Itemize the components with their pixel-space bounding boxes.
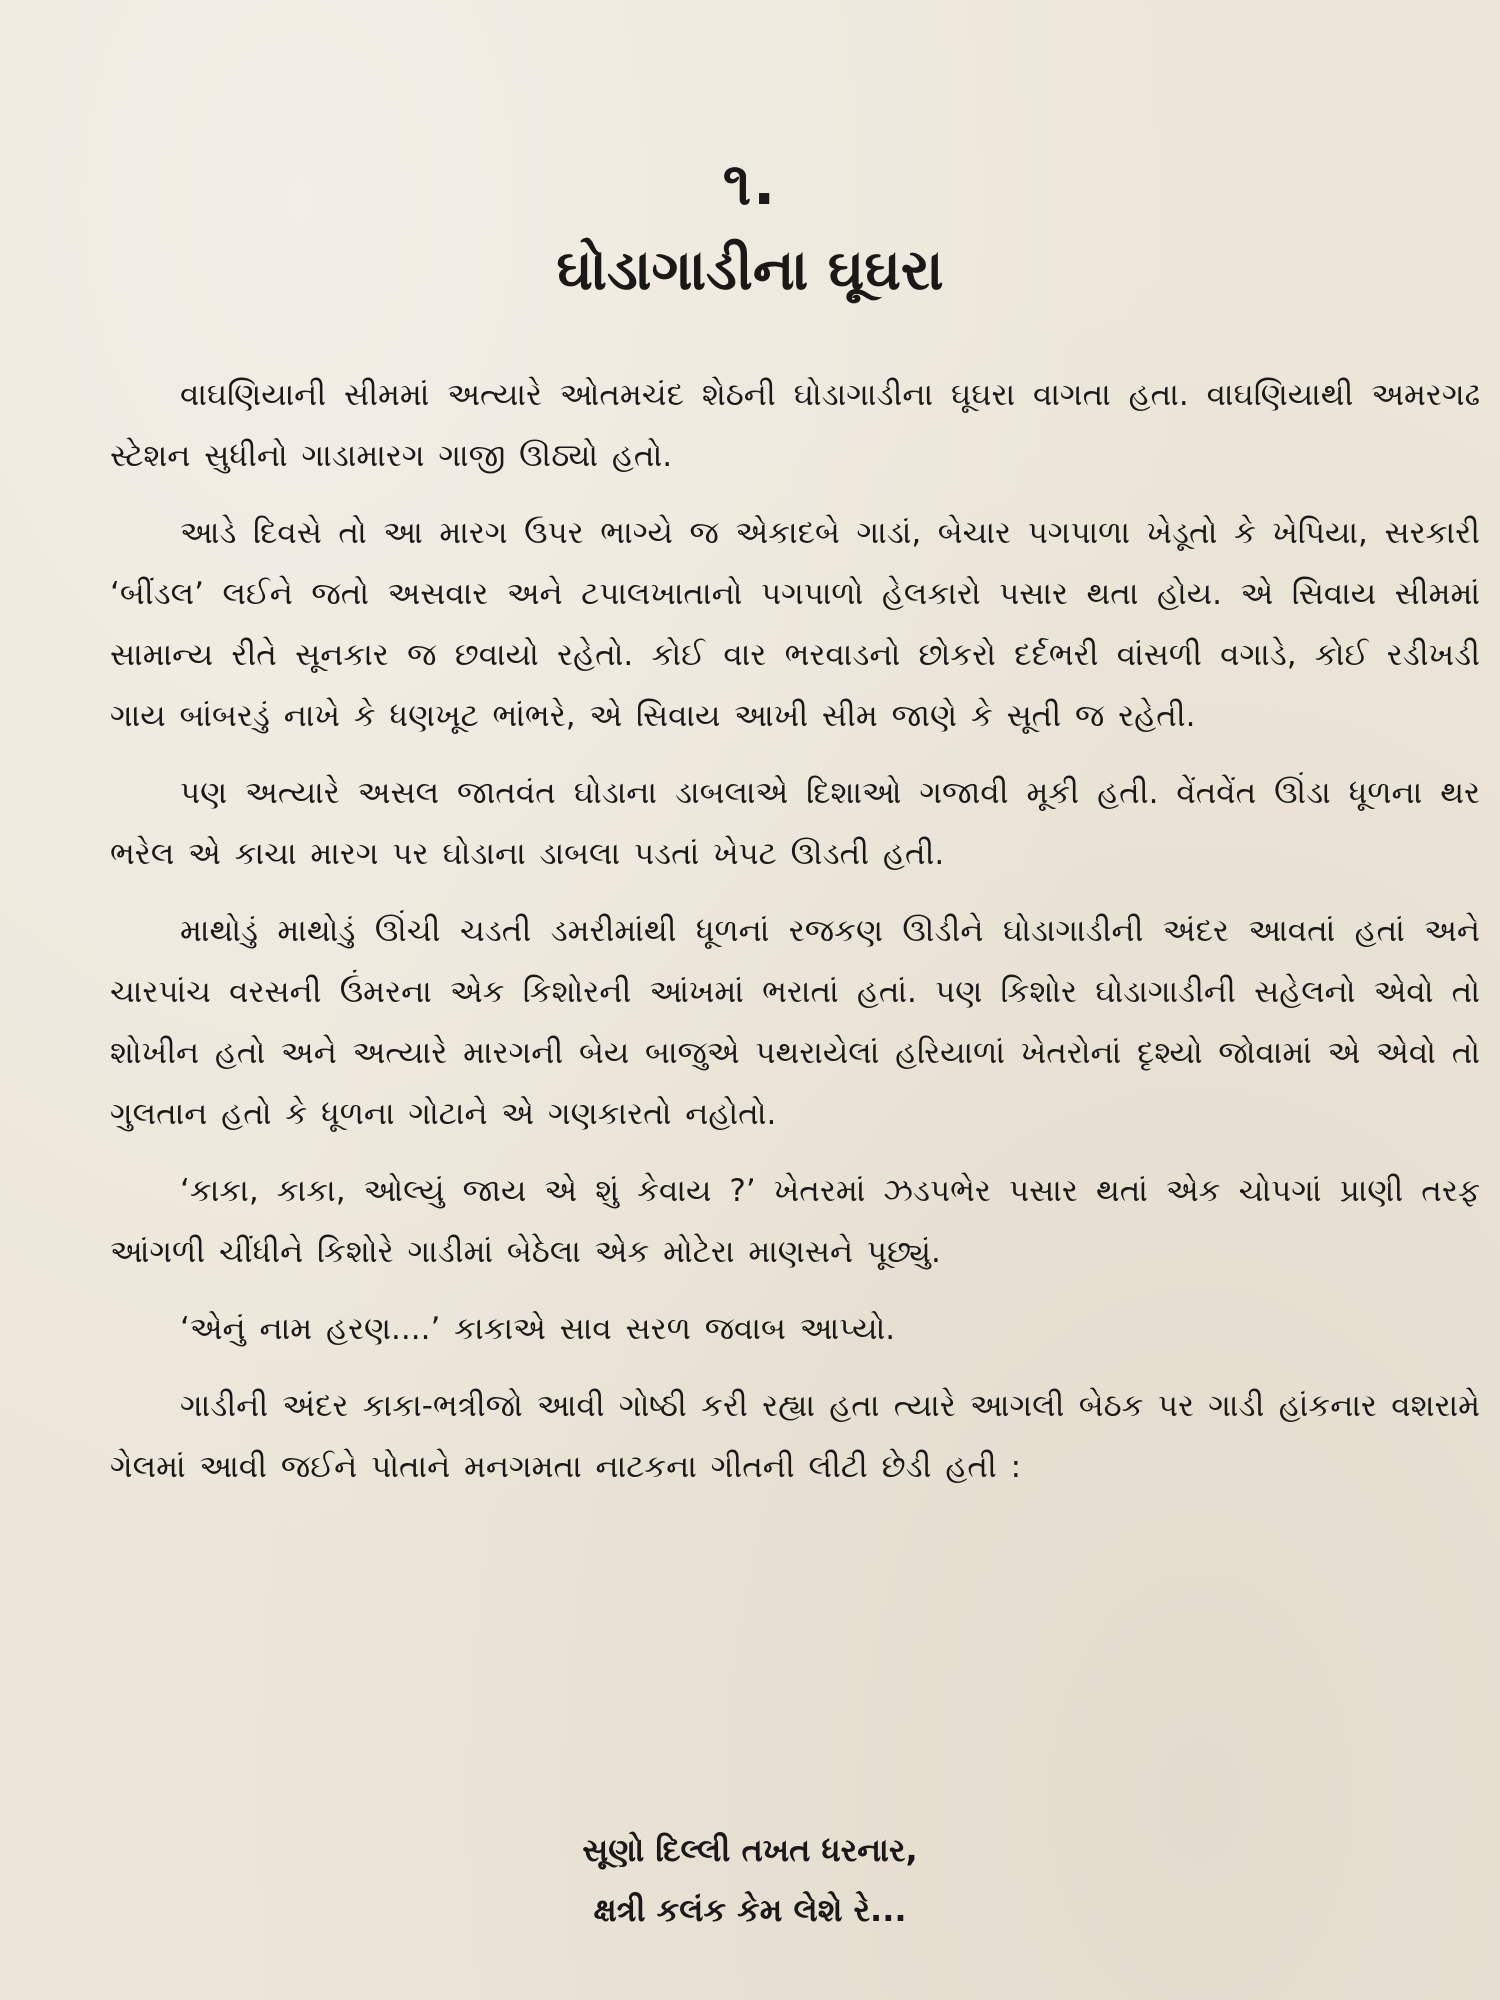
verse-line: ક્ષત્રી કલંક કેમ લેશે રે... [593,1891,907,1929]
paragraph: આડે દિવસે તો આ મારગ ઉપર ભાગ્યે જ એકાદબે ગાડાં, બેચાર પગપાળા ખેડૂતો કે ખેપિયા, સરકારી ‘બીંડલ’ લઈને જતો અસવાર અને ટપાલખાતાનો પગપાળો હેલકારો પસાર થતા હોય. એ સિવાય સીમમાં સામાન્ય રીતે સૂનકાર જ છવાયો રહેતો. કોઈ વાર ભરવાડનો છોકરો દર્દભરી વાંસળી વગાડે, કોઈ રડીખડી ગાય બાંબરડું નાખે કે ધણખૂટ ભાંભરે, એ સિવાય આખી સીમ જાણે કે સૂતી જ રહેતી. [110,515,1480,734]
chapter-body [110,365,1480,1514]
verse-line: સૂણો દિલ્લી તખત ધરનાર, [582,1831,918,1869]
paragraph: માથોડું માથોડું ઊંચી ચડતી ડમરીમાંથી ધૂળનાં રજકણ ઊડીને ઘોડાગાડીની અંદર આવતાં હતાં અને ચારપાંચ વરસની ઉંમરના એક કિશોરની આંખમાં ભરાતાં હતાં. પણ કિશોર ઘોડાગાડીની સહેલનો એવો તો શોખીન હતો અને અત્યારે મારગની બેય બાજુએ પથરાયેલાં હરિયાળાં ખેતરોનાં દૃશ્યો જોવામાં એ એવો તો ગુલતાન હતો કે ધૂળના ગોટાને એ ગણકારતો નહોતો. [110,913,1480,1132]
paragraph: ગાડીની અંદર કાકા-ભત્રીજો આવી ગોષ્ઠી કરી રહ્યા હતા ત્યારે આગલી બેઠક પર ગાડી હાંકનાર વશરામે ગેલમાં આવી જઈને પોતાને મનગમતા નાટકના ગીતની લીટી છેડી હતી : [110,1388,1480,1485]
paragraph: પણ અત્યારે અસલ જાતવંત ઘોડાના ડાબલાએ દિશાઓ ગજાવી મૂકી હતી. વેંતવેંત ઊંડા ધૂળના થર ભરેલ એ કાચા મારગ પર ઘોડાના ડાબલા પડતાં ખેપટ ઊડતી હતી. [110,775,1480,872]
paragraph: ‘કાકા, કાકા, ઓલ્યું જાય એ શું કેવાય ?’ ખેતરમાં ઝડપભેર પસાર થતાં એક ચોપગાં પ્રાણી તરફ આંગળી ચીંધીને કિશોરે ગાડીમાં બેઠેલા એક મોટેરા માણસને પૂછ્યું. [110,1173,1480,1270]
chapter-title: ઘોડાગાડીના ઘૂઘરા [556,238,944,303]
paragraph: ‘એનું નામ હરણ....’ કાકાએ સાવ સરળ જવાબ આપ્યો. [180,1311,896,1347]
chapter-number: ૧. [722,150,778,218]
song-verse [0,1820,1500,1940]
paragraph: વાઘણિયાની સીમમાં અત્યારે ઓતમચંદ શેઠની ઘોડાગાડીના ઘૂઘરા વાગતા હતા. વાઘણિયાથી અમરગઢ સ્ટેશન સુધીનો ગાડામારગ ગાજી ઊઠ્યો હતો. [110,377,1480,474]
